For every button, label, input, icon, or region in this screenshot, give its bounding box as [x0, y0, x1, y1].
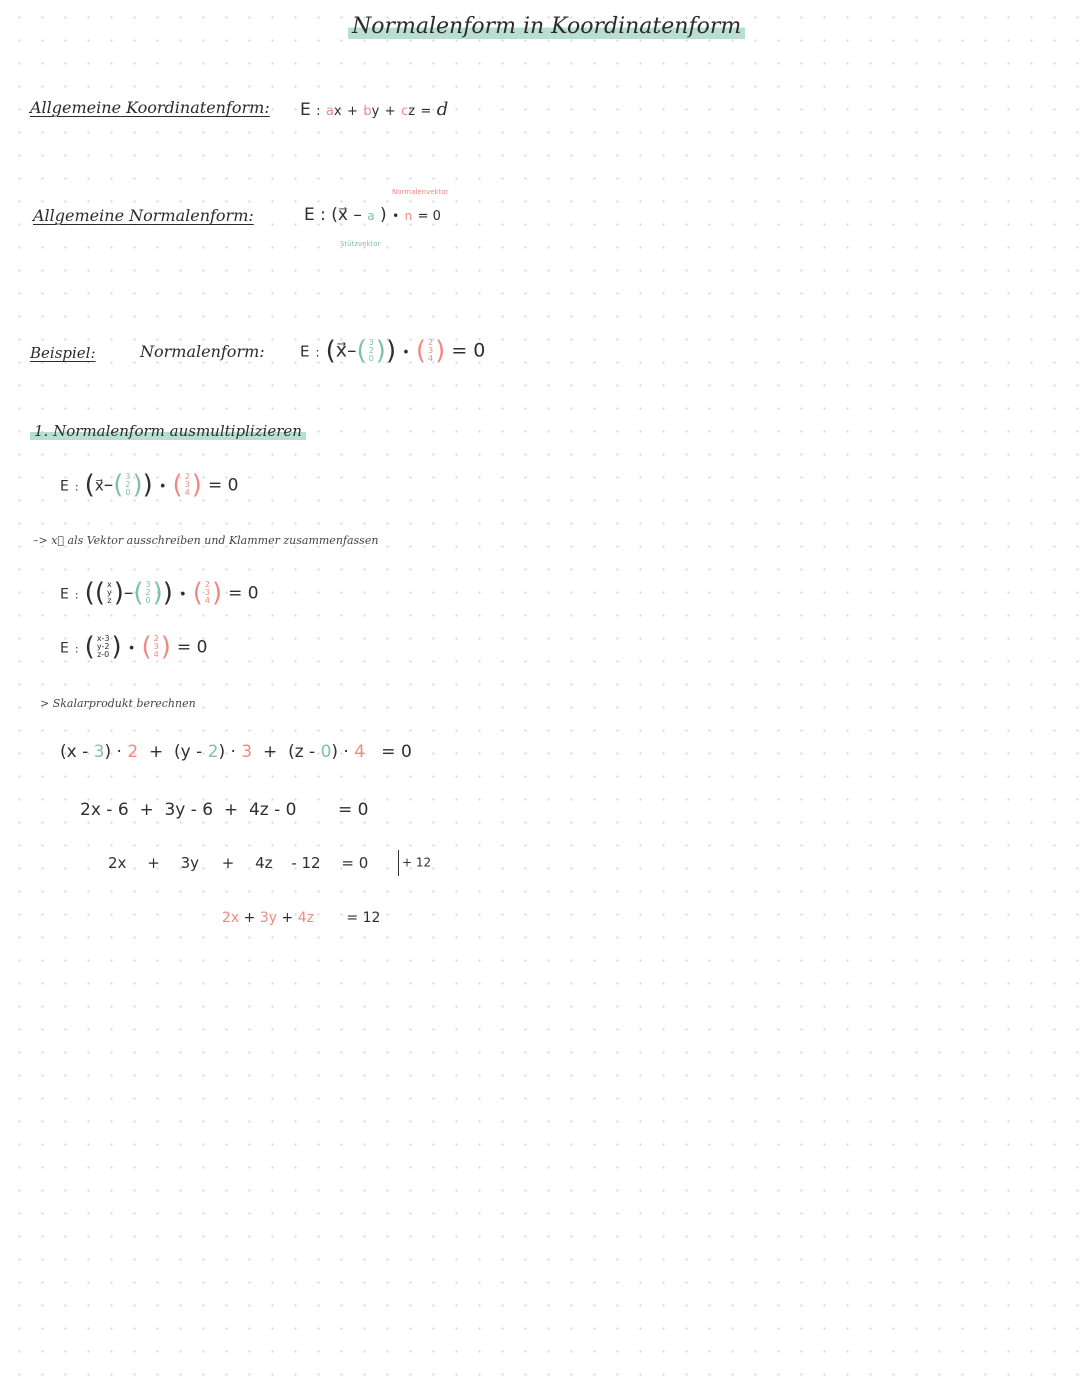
equals-zero: = 0	[341, 854, 369, 872]
step1-line-b	[60, 578, 259, 608]
result-2x: 2x	[222, 910, 240, 926]
colon: :	[74, 480, 79, 494]
term-4z: 4z	[255, 854, 273, 872]
beispiel-label: Beispiel:	[30, 344, 96, 362]
equals: =	[420, 104, 432, 119]
close-paren: )	[380, 205, 387, 225]
term-x: (x -	[60, 742, 89, 762]
step1-heading-text: 1. Normalenform ausmultiplizieren	[30, 422, 306, 440]
x-vector: x⃗	[335, 339, 348, 362]
normal-y: 3	[184, 480, 190, 489]
step2-line2-eq: = 0	[338, 800, 369, 820]
term-y-normal: 3	[241, 742, 253, 762]
normal-x: 2	[204, 580, 210, 589]
normal-vector	[185, 473, 190, 497]
open-paren: (	[84, 470, 95, 500]
stuetz-z: 0	[125, 488, 131, 497]
open-paren: (	[192, 578, 203, 608]
plus: +	[147, 854, 160, 872]
close-paren: )	[435, 336, 446, 366]
comp-x: x	[106, 580, 112, 589]
term-3y: 3y	[180, 854, 199, 872]
koordinatenform-formula	[300, 99, 448, 120]
page-title	[348, 14, 745, 39]
stuetz-x: 3	[368, 338, 374, 347]
coef-c: c	[401, 104, 409, 119]
term-z-normal: 4	[354, 742, 366, 762]
normal-lhs: E : (x⃗ –	[304, 205, 362, 225]
step1-line-a	[60, 470, 238, 500]
open-paren: (	[84, 632, 95, 662]
step2-line3-operation	[398, 850, 431, 876]
stuetz-vector	[125, 473, 130, 497]
plane-symbol: E	[60, 640, 69, 657]
close-paren: )	[132, 470, 143, 500]
term-y: (y -	[174, 742, 203, 762]
plus: +	[221, 854, 235, 872]
beispiel-formula	[300, 336, 485, 366]
normal-z: 4	[184, 488, 190, 497]
dot: •	[402, 345, 410, 361]
x-vector: x⃗	[94, 476, 104, 495]
open-paren: (	[141, 632, 152, 662]
plane-symbol: E	[60, 478, 69, 495]
colon: :	[74, 642, 79, 656]
normalenvektor-note: Normalenvektor	[392, 188, 449, 196]
open-paren: (	[356, 336, 367, 366]
beispiel-normalenform-label: Normalenform:	[140, 342, 265, 361]
result-4z: 4z	[297, 910, 314, 926]
result-3y: 3y	[259, 910, 278, 926]
stuetz-vector	[369, 339, 374, 363]
plane-symbol: E	[300, 342, 310, 361]
normal-y: 3	[428, 346, 434, 355]
stuetzvektor-note: Stützvektor	[340, 240, 381, 248]
open-paren: (	[325, 336, 336, 366]
var-z: z	[408, 104, 416, 119]
term-z: (z -	[288, 742, 316, 762]
plus: +	[243, 910, 256, 926]
plus: +	[263, 742, 278, 762]
normal-z: 4	[428, 354, 434, 363]
term-x-stuetz: 3	[93, 742, 105, 762]
combined-x: x-3	[96, 634, 110, 643]
open-paren: (	[94, 578, 105, 608]
normal-n: n	[404, 209, 413, 223]
combined-z: z-0	[97, 650, 110, 659]
close-paren: )	[142, 470, 153, 500]
colon: :	[315, 345, 320, 360]
close-paren: )	[375, 336, 386, 366]
plus: +	[347, 104, 358, 119]
normalenform-label: Allgemeine Normalenform:	[33, 206, 254, 225]
equals-zero: = 0	[176, 637, 208, 658]
comp-z: z	[107, 596, 112, 605]
close-paren: )	[211, 578, 223, 608]
term-2x: 2x	[108, 854, 127, 872]
minus: –	[347, 339, 357, 362]
open-paren: (	[113, 470, 124, 500]
close-paren: )	[152, 578, 163, 608]
equals-zero: = 0	[228, 583, 259, 604]
close-paren: )	[111, 632, 122, 662]
normal-x: 2	[428, 338, 434, 347]
result-line	[222, 910, 380, 926]
koordinatenform-label: Allgemeine Koordinatenform:	[30, 98, 270, 117]
stuetz-vector	[146, 581, 151, 605]
step2-note: > Skalarprodukt berechnen	[40, 697, 196, 710]
close-paren: )	[113, 578, 124, 608]
coef-a: a	[325, 104, 334, 119]
dot: •	[392, 209, 400, 223]
stuetz-y: 2	[145, 588, 151, 597]
x-components	[107, 581, 112, 605]
step2-expansion	[60, 742, 412, 762]
page-title-text: Normalenform in Koordinatenform	[348, 14, 745, 39]
normal-z: 4	[204, 596, 210, 605]
step1-note: –> x⃗ als Vektor ausschreiben und Klammer zusammenfassen	[33, 534, 379, 547]
plane-symbol: E	[300, 100, 311, 120]
plane-symbol: E	[60, 586, 69, 603]
stuetz-x: 3	[145, 580, 151, 589]
normal-vector	[428, 339, 433, 363]
var-y: y	[371, 104, 380, 119]
dot: •	[158, 479, 167, 495]
normal-x: 2	[184, 472, 190, 481]
stuetz-z: 0	[368, 354, 374, 363]
normal-x: 2	[153, 634, 159, 643]
normal-y: 3	[204, 588, 210, 597]
dot: •	[127, 641, 136, 657]
plus: +	[384, 104, 396, 119]
stuetz-y: 2	[125, 480, 131, 489]
minus-12: - 12	[291, 854, 321, 872]
step2-line2-expr: 2x - 6 + 3y - 6 + 4z - 0	[80, 800, 297, 820]
normal-vector	[154, 635, 159, 659]
term-z-stuetz: 0	[320, 742, 332, 762]
plus: +	[148, 742, 164, 762]
equals-zero: = 0	[381, 742, 412, 762]
operation-plus-12: + 12	[402, 855, 432, 870]
colon: :	[316, 104, 321, 119]
stuetz-x: 3	[125, 472, 131, 481]
open-paren: (	[172, 470, 183, 500]
stuetz-a: a	[367, 209, 375, 223]
combined-y: y-2	[96, 642, 110, 651]
combined-vector	[97, 635, 110, 659]
normal-y: 3	[153, 642, 159, 651]
colon: :	[74, 588, 79, 602]
normalenform-formula	[304, 205, 441, 225]
operation-separator	[398, 850, 399, 876]
open-paren: (	[415, 336, 427, 366]
step2-line3	[108, 854, 368, 872]
term-z-close: ) ·	[331, 742, 349, 762]
dot: •	[178, 587, 187, 603]
close-paren: )	[191, 470, 202, 500]
term-y-close: ) ·	[218, 742, 236, 762]
equals-zero: = 0	[451, 339, 486, 362]
normal-z: 4	[153, 650, 159, 659]
stuetz-z: 0	[145, 596, 151, 605]
coef-b: b	[363, 104, 372, 119]
var-x: x	[333, 104, 342, 119]
equals-zero: = 0	[208, 475, 239, 496]
comp-y: y	[106, 588, 112, 597]
term-y-stuetz: 2	[207, 742, 219, 762]
open-paren: (	[84, 578, 95, 608]
minus: –	[123, 581, 134, 604]
minus: –	[103, 473, 114, 496]
term-x-close: ) ·	[104, 742, 122, 762]
close-paren: )	[160, 632, 171, 662]
plus: +	[281, 910, 294, 926]
term-x-normal: 2	[127, 742, 139, 762]
close-paren: )	[162, 578, 173, 608]
stuetz-y: 2	[368, 346, 374, 355]
normal-vector	[205, 581, 210, 605]
coef-d: d	[436, 99, 449, 120]
result-equals-12: = 12	[346, 910, 381, 926]
equals-zero: = 0	[417, 209, 441, 224]
step1-line-c	[60, 632, 207, 662]
step1-heading	[30, 422, 306, 440]
open-paren: (	[133, 578, 144, 608]
close-paren: )	[385, 336, 397, 366]
